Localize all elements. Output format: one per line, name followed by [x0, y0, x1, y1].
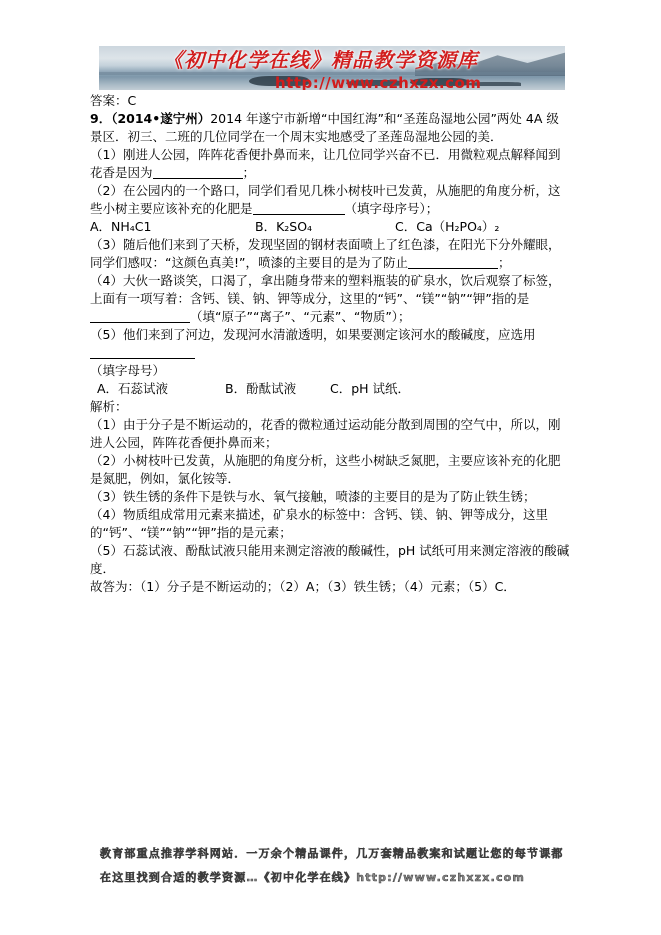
analysis-item-1: （1）由于分子是不断运动的，花香的微粒通过运动能分散到周围的空气中，所以，刚进人公园，阵阵花香便扑鼻而来；	[90, 417, 561, 450]
option-b-part2: B．K₂SO₄	[255, 219, 313, 234]
question-part-1	[90, 146, 571, 182]
option-c-part5: C．pH 试纸．	[330, 381, 411, 396]
question-part-3	[90, 236, 571, 272]
answer-blank-5	[90, 345, 195, 359]
analysis-heading: 解析：	[90, 399, 128, 414]
part1-text: （1）刚进人公园，阵阵花香便扑鼻而来，让几位同学兴奋不已．用微粒观点解释闻到花香是因为	[90, 147, 561, 180]
answer-line: 答案：C	[90, 93, 137, 108]
part5-text: （5）他们来到了河边，发现河水清澈透明，如果要测定该河水的酸碱度，应选用	[90, 327, 536, 342]
banner-title: 《初中化学在线》精品教学资源库	[163, 48, 478, 72]
answer-blank-3	[408, 255, 498, 269]
part2-after: （填字母序号）；	[344, 201, 439, 216]
footer-url: http://www.czhxzx.com	[356, 871, 526, 884]
part2-text: （2）在公园内的一个路口，同学们看见几株小树枝叶已发黄，从施肥的角度分析，这些小树主要应该补充的化肥是	[90, 183, 561, 216]
option-a-part2: A．NH₄C1	[90, 219, 152, 234]
question-part-5	[90, 326, 571, 380]
part4-text: （4）大伙一路谈笑，口渴了，拿出随身带来的塑料瓶装的矿泉水，饮后观察了标签，上面有一项写着：含钙、镁、钠、钾等成分，这里的“钙”、“镁”“钠”“钾”指的是	[90, 273, 561, 306]
options-row-part5	[90, 380, 571, 398]
part3-after: ；	[497, 255, 511, 270]
banner-image	[99, 46, 565, 90]
answer-blank-4	[90, 309, 190, 323]
banner-url: http://www.czhxzx.com	[275, 74, 482, 90]
answer-blank-1	[153, 165, 243, 179]
option-c-part2: C．Ca（H₂PO₄）₂	[395, 219, 500, 234]
part5-after: （填字母号）	[90, 363, 166, 378]
analysis-item-5: （5）石蕊试液、酚酞试液只能用来测定溶液的酸碱性，pH 试纸可用来测定溶液的酸碱度．	[90, 543, 570, 576]
part3-text: （3）随后他们来到了天桥，发现坚固的钢材表面喷上了红色漆，在阳光下分外耀眼，同学们感叹：“这颜色真美!”，喷漆的主要目的是为了防止	[90, 237, 561, 270]
analysis-item-2: （2）小树枝叶已发黄，从施肥的角度分析，这些小树缺乏氮肥，主要应该补充的化肥是氮肥，例如，氯化铵等．	[90, 453, 561, 486]
part4-after: （填“原子”“离子”、“元素”、“物质”）；	[190, 309, 411, 324]
option-b-part5: B．酚酞试液	[225, 381, 297, 396]
question-part-2	[90, 182, 571, 218]
document-body	[90, 92, 571, 596]
option-a-part5: A．石蕊试液	[97, 381, 169, 396]
analysis-conclusion: 故答为：（1）分子是不断运动的；（2）A；（3）铁生锈；（4）元素；（5）C．	[90, 579, 516, 594]
analysis-item-3: （3）铁生锈的条件下是铁与水、氧气接触，喷漆的主要目的是为了防止铁生锈；	[90, 489, 536, 504]
analysis-item-4: （4）物质组成常用元素来描述，矿泉水的标签中：含钙、镁、钠、钾等成分，这里的“钙”、“镁”“钠”“钾”指的是元素；	[90, 507, 548, 540]
part1-after: ；	[242, 165, 256, 180]
question-intro-text: 2014 年遂宁市新增“中国红海”和“圣莲岛湿地公园”两处 4A 级景区．初三、二班的几位同学在一个周末实地感受了圣莲岛湿地公园的美．	[90, 111, 559, 144]
answer-blank-2	[253, 201, 345, 215]
options-row-part2	[90, 218, 571, 236]
footer	[100, 842, 572, 890]
footer-text: 教育部重点推荐学科网站．一万余个精品课件，几万套精品教案和试题让您的每节课都在这里找到合适的教学资源…《初中化学在线》	[100, 847, 564, 884]
question-intro	[90, 110, 571, 146]
question-number: 9．（2014•遂宁州）	[90, 111, 211, 126]
question-part-4	[90, 272, 571, 326]
